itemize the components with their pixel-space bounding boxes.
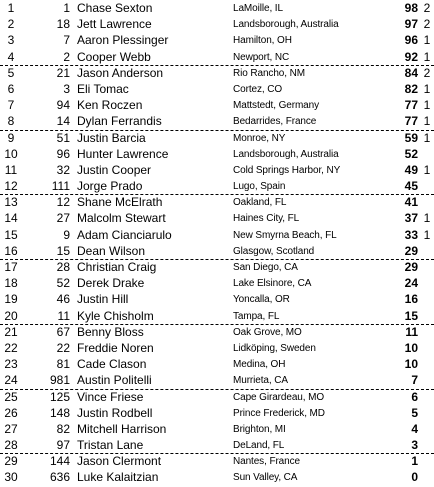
rider-name-cell: Derek Drake <box>77 276 145 291</box>
bike-number-cell: 97 <box>56 438 70 453</box>
table-row <box>0 179 434 195</box>
hometown-cell: Rio Rancho, NM <box>233 67 305 79</box>
table-row <box>0 131 434 147</box>
position-cell: 2 <box>7 17 15 32</box>
bike-number-cell: 67 <box>56 324 70 339</box>
table-row <box>0 292 434 308</box>
hometown-cell: Sun Valley, CA <box>233 472 298 484</box>
wins-cell: 1 <box>423 98 431 113</box>
hometown-cell: Brighton, MI <box>233 423 286 435</box>
hometown-cell: Cape Girardeau, MO <box>233 391 325 403</box>
rider-name-cell: Luke Kalaitzian <box>77 470 159 485</box>
bike-number-cell: 82 <box>56 421 70 436</box>
table-row <box>0 357 434 373</box>
position-cell: 8 <box>7 114 15 129</box>
table-row <box>0 422 434 438</box>
rider-name-cell: Tristan Lane <box>77 438 144 453</box>
wins-cell: 1 <box>423 227 431 242</box>
points-cell: 49 <box>404 162 418 177</box>
hometown-cell: Oakland, FL <box>233 197 287 209</box>
points-cell: 52 <box>404 146 418 161</box>
table-row <box>0 195 434 211</box>
wins-cell: 1 <box>423 81 431 96</box>
points-cell: 97 <box>404 17 418 32</box>
points-cell: 45 <box>404 179 418 194</box>
table-row <box>0 211 434 227</box>
position-cell: 16 <box>4 243 18 258</box>
points-cell: 82 <box>404 81 418 96</box>
points-cell: 11 <box>405 324 418 339</box>
rider-name-cell: Jason Anderson <box>77 65 164 80</box>
hometown-cell: Murrieta, CA <box>233 375 288 387</box>
points-cell: 98 <box>404 1 418 15</box>
bike-number-cell: 14 <box>56 114 70 129</box>
table-row <box>0 276 434 292</box>
rider-name-cell: Justin Hill <box>77 292 129 307</box>
rider-name-cell: Benny Bloss <box>77 324 144 339</box>
points-cell: 5 <box>411 405 418 420</box>
rider-name-cell: Justin Cooper <box>77 162 152 177</box>
points-cell: 1 <box>411 454 418 469</box>
wins-cell: 1 <box>423 33 431 48</box>
hometown-cell: Lidköping, Sweden <box>233 342 316 354</box>
hometown-cell: Newport, NC <box>233 51 290 63</box>
hometown-cell: Medina, OH <box>233 359 286 371</box>
rider-name-cell: Chase Sexton <box>77 1 153 15</box>
bike-number-cell: 94 <box>56 98 70 113</box>
bike-number-cell: 15 <box>56 243 70 258</box>
bike-number-cell: 9 <box>63 227 70 242</box>
table-row <box>0 341 434 357</box>
table-row <box>0 438 434 454</box>
rider-name-cell: Austin Politelli <box>77 373 152 388</box>
hometown-cell: Cold Springs Harbor, NY <box>233 164 341 176</box>
rider-name-cell: Cade Clason <box>77 357 147 372</box>
rider-name-cell: Justin Rodbell <box>77 405 153 420</box>
position-cell: 1 <box>7 1 15 15</box>
position-cell: 27 <box>4 421 18 436</box>
position-cell: 4 <box>7 49 15 64</box>
position-cell: 18 <box>4 276 18 291</box>
bike-number-cell: 52 <box>56 276 70 291</box>
table-row <box>0 163 434 179</box>
hometown-cell: Lugo, Spain <box>233 181 286 193</box>
wins-cell: 1 <box>423 49 431 64</box>
hometown-cell: Prince Frederick, MD <box>233 407 325 419</box>
hometown-cell: Haines City, FL <box>233 213 300 225</box>
bike-number-cell: 32 <box>56 162 70 177</box>
table-row <box>0 470 434 486</box>
bike-number-cell: 125 <box>49 389 70 404</box>
wins-cell: 1 <box>423 162 431 177</box>
bike-number-cell: 148 <box>49 405 70 420</box>
bike-number-cell: 7 <box>63 33 70 48</box>
position-cell: 21 <box>4 324 18 339</box>
rider-name-cell: Shane McElrath <box>77 195 163 210</box>
hometown-cell: Nantes, France <box>233 456 300 468</box>
bike-number-cell: 12 <box>56 195 70 210</box>
position-cell: 3 <box>7 33 15 48</box>
table-row <box>0 228 434 244</box>
hometown-cell: Glasgow, Scotland <box>233 245 315 257</box>
rider-name-cell: Ken Roczen <box>77 98 143 113</box>
points-cell: 33 <box>404 227 418 242</box>
position-cell: 29 <box>4 454 18 469</box>
points-cell: 96 <box>404 33 418 48</box>
position-cell: 9 <box>7 130 15 145</box>
bike-number-cell: 144 <box>49 454 70 469</box>
standings-table <box>0 1 434 487</box>
position-cell: 13 <box>4 195 18 210</box>
bike-number-cell: 981 <box>49 373 70 388</box>
position-cell: 15 <box>4 227 18 242</box>
bike-number-cell: 46 <box>56 292 70 307</box>
rider-name-cell: Mitchell Harrison <box>77 421 167 436</box>
hometown-cell: Yoncalla, OR <box>233 294 290 306</box>
table-row <box>0 114 434 130</box>
wins-cell: 1 <box>423 130 431 145</box>
rider-name-cell: Hunter Lawrence <box>77 146 169 161</box>
position-cell: 26 <box>4 405 18 420</box>
position-cell: 22 <box>4 340 18 355</box>
rider-name-cell: Jason Clermont <box>77 454 162 469</box>
rider-name-cell: Jorge Prado <box>77 179 143 194</box>
position-cell: 14 <box>4 211 18 226</box>
hometown-cell: Oak Grove, MO <box>233 326 302 338</box>
wins-cell: 1 <box>423 211 431 226</box>
bike-number-cell: 22 <box>56 340 70 355</box>
rider-name-cell: Freddie Noren <box>77 340 154 355</box>
bike-number-cell: 18 <box>56 17 70 32</box>
wins-cell: 2 <box>423 1 431 15</box>
points-cell: 7 <box>411 373 418 388</box>
hometown-cell: LaMoille, IL <box>233 3 283 14</box>
points-cell: 6 <box>411 389 418 404</box>
hometown-cell: San Diego, CA <box>233 262 298 273</box>
points-cell: 84 <box>404 65 418 80</box>
rider-name-cell: Justin Barcia <box>77 130 146 145</box>
bike-number-cell: 11 <box>57 308 70 323</box>
table-row <box>0 260 434 276</box>
position-cell: 6 <box>7 81 15 96</box>
hometown-cell: Bedarrides, France <box>233 116 317 128</box>
bike-number-cell: 96 <box>56 146 70 161</box>
points-cell: 4 <box>411 421 418 436</box>
hometown-cell: Lake Elsinore, CA <box>233 278 312 290</box>
bike-number-cell: 2 <box>63 49 70 64</box>
position-cell: 5 <box>7 65 15 80</box>
rider-name-cell: Aaron Plessinger <box>77 33 169 48</box>
table-row <box>0 406 434 422</box>
points-cell: 41 <box>404 195 418 210</box>
wins-cell: 2 <box>423 17 431 32</box>
position-cell: 24 <box>4 373 18 388</box>
table-row <box>0 244 434 260</box>
table-row <box>0 66 434 82</box>
position-cell: 7 <box>7 98 15 113</box>
table-row <box>0 82 434 98</box>
hometown-cell: DeLand, FL <box>233 440 285 452</box>
bike-number-cell: 636 <box>49 470 70 485</box>
table-row <box>0 50 434 66</box>
hometown-cell: Tampa, FL <box>233 310 280 322</box>
hometown-cell: Hamilton, OH <box>233 35 292 47</box>
hometown-cell: Landsborough, Australia <box>233 148 339 160</box>
points-cell: 29 <box>404 260 418 274</box>
table-row <box>0 373 434 389</box>
table-row <box>0 98 434 114</box>
rider-name-cell: Kyle Chisholm <box>77 308 154 323</box>
points-cell: 0 <box>411 470 418 485</box>
points-cell: 77 <box>404 114 418 129</box>
table-row <box>0 33 434 49</box>
position-cell: 25 <box>4 389 18 404</box>
bike-number-cell: 28 <box>56 260 70 274</box>
hometown-cell: New Smyrna Beach, FL <box>233 229 337 241</box>
table-row <box>0 325 434 341</box>
bike-number-cell: 81 <box>56 357 70 372</box>
points-cell: 10 <box>404 340 418 355</box>
table-row <box>0 1 434 17</box>
bike-number-cell: 111 <box>51 179 70 194</box>
hometown-cell: Mattstedt, Germany <box>233 100 320 112</box>
points-cell: 77 <box>404 98 418 113</box>
points-cell: 16 <box>404 292 418 307</box>
wins-cell: 2 <box>423 65 431 80</box>
position-cell: 17 <box>4 260 18 274</box>
table-row <box>0 390 434 406</box>
rider-name-cell: Vince Friese <box>77 389 144 404</box>
rider-name-cell: Christian Craig <box>77 260 157 274</box>
position-cell: 12 <box>4 179 18 194</box>
points-cell: 24 <box>404 276 418 291</box>
position-cell: 23 <box>4 357 18 372</box>
points-cell: 37 <box>404 211 418 226</box>
position-cell: 10 <box>4 146 18 161</box>
points-cell: 29 <box>404 243 418 258</box>
bike-number-cell: 3 <box>63 81 70 96</box>
position-cell: 19 <box>4 292 18 307</box>
rider-name-cell: Dylan Ferrandis <box>77 114 162 129</box>
rider-name-cell: Eli Tomac <box>77 81 129 96</box>
rider-name-cell: Cooper Webb <box>77 49 151 64</box>
bike-number-cell: 1 <box>63 1 70 15</box>
table-row <box>0 309 434 325</box>
position-cell: 11 <box>4 162 18 177</box>
hometown-cell: Landsborough, Australia <box>233 19 339 31</box>
rider-name-cell: Malcolm Stewart <box>77 211 166 226</box>
table-row <box>0 17 434 33</box>
wins-cell: 1 <box>423 114 431 129</box>
position-cell: 30 <box>4 470 18 485</box>
points-cell: 10 <box>404 357 418 372</box>
bike-number-cell: 27 <box>56 211 70 226</box>
points-cell: 3 <box>411 438 418 453</box>
points-cell: 59 <box>404 130 418 145</box>
rider-name-cell: Adam Cianciarulo <box>77 227 172 242</box>
points-cell: 92 <box>404 49 418 64</box>
bike-number-cell: 21 <box>56 65 70 80</box>
position-cell: 20 <box>4 308 18 323</box>
hometown-cell: Monroe, NY <box>233 132 286 144</box>
rider-name-cell: Dean Wilson <box>77 243 146 258</box>
bike-number-cell: 51 <box>56 130 70 145</box>
rider-name-cell: Jett Lawrence <box>77 17 152 32</box>
points-cell: 15 <box>404 308 418 323</box>
table-row <box>0 147 434 163</box>
table-row <box>0 454 434 470</box>
position-cell: 28 <box>4 438 18 453</box>
hometown-cell: Cortez, CO <box>233 83 283 95</box>
